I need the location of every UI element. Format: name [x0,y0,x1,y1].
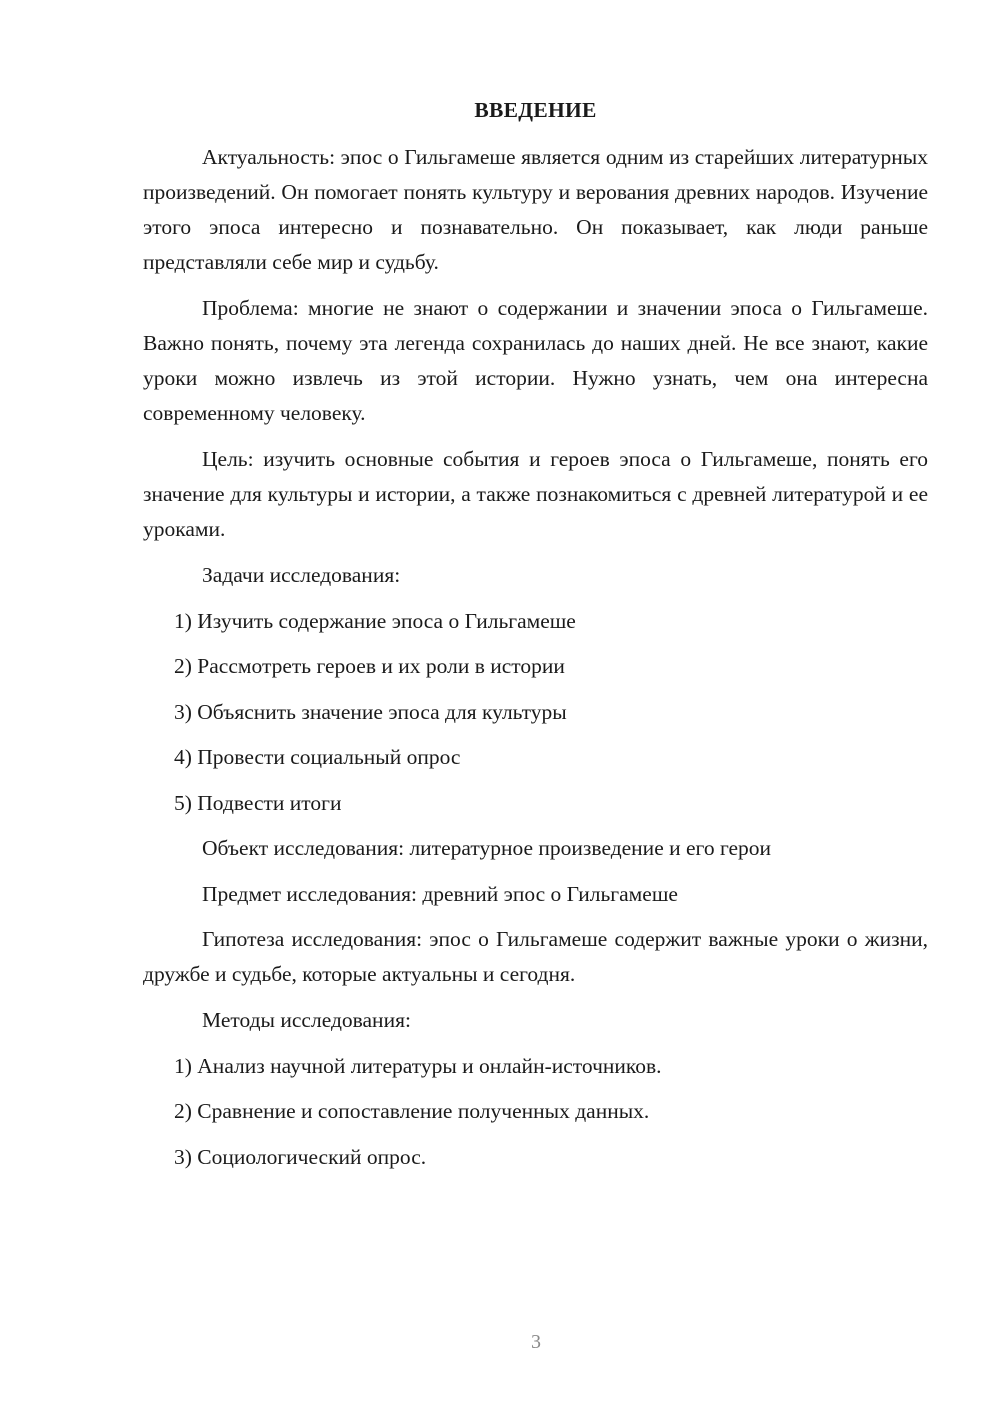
list-item: 2) Сравнение и сопоставление полученных данных. [174,1099,650,1123]
list-item: 4) Провести социальный опрос [174,745,461,769]
page-title: ВВЕДЕНИЕ [474,98,597,122]
list-item: 3) Социологический опрос. [174,1144,427,1169]
page-number: 3 [531,1331,541,1353]
list-item: 2) Рассмотреть героев и их роли в истории [174,654,565,678]
relevance-paragraph: Актуальность: эпос о Гильгамеше является одним из старейших литературных произведений. Он помогает понять культуру и верования древних народов. Изучение этого эпоса интересно и познавательно. Он показывает, как люди раньше представляли себе мир и судьбу. [143,145,928,274]
list-item: 1) Анализ научной литературы и онлайн-источников. [174,1053,662,1078]
tasks-list [143,604,928,821]
methods-list [143,1049,928,1175]
list-item: 3) Объяснить значение эпоса для культуры [174,699,567,724]
subject-line: Предмет исследования: древний эпос о Гильгамеше [202,881,678,906]
list-item: 1) Изучить содержание эпоса о Гильгамеше [174,608,576,633]
problem-paragraph: Проблема: многие не знают о содержании и значении эпоса о Гильгамеше. Важно понять, почему эта легенда сохранилась до наших дней. Не все знают, какие уроки можно извлечь из этой истории. Нужно узнать, чем она интересна современному человеку. [143,296,928,425]
tasks-heading: Задачи исследования: [202,563,401,587]
object-line: Объект исследования: литературное произведение и его герои [202,836,772,860]
goal-paragraph: Цель: изучить основные события и героев эпоса о Гильгамеше, понять его значение для культуры и истории, а также познакомиться с древней литературой и ее уроками. [143,447,928,541]
hypothesis-paragraph: Гипотеза исследования: эпос о Гильгамеше содержит важные уроки о жизни, дружбе и судьбе, которые актуальны и сегодня. [143,927,928,986]
methods-heading: Методы исследования: [202,1008,411,1032]
list-item: 5) Подвести итоги [174,790,342,815]
document-body [143,95,928,1185]
